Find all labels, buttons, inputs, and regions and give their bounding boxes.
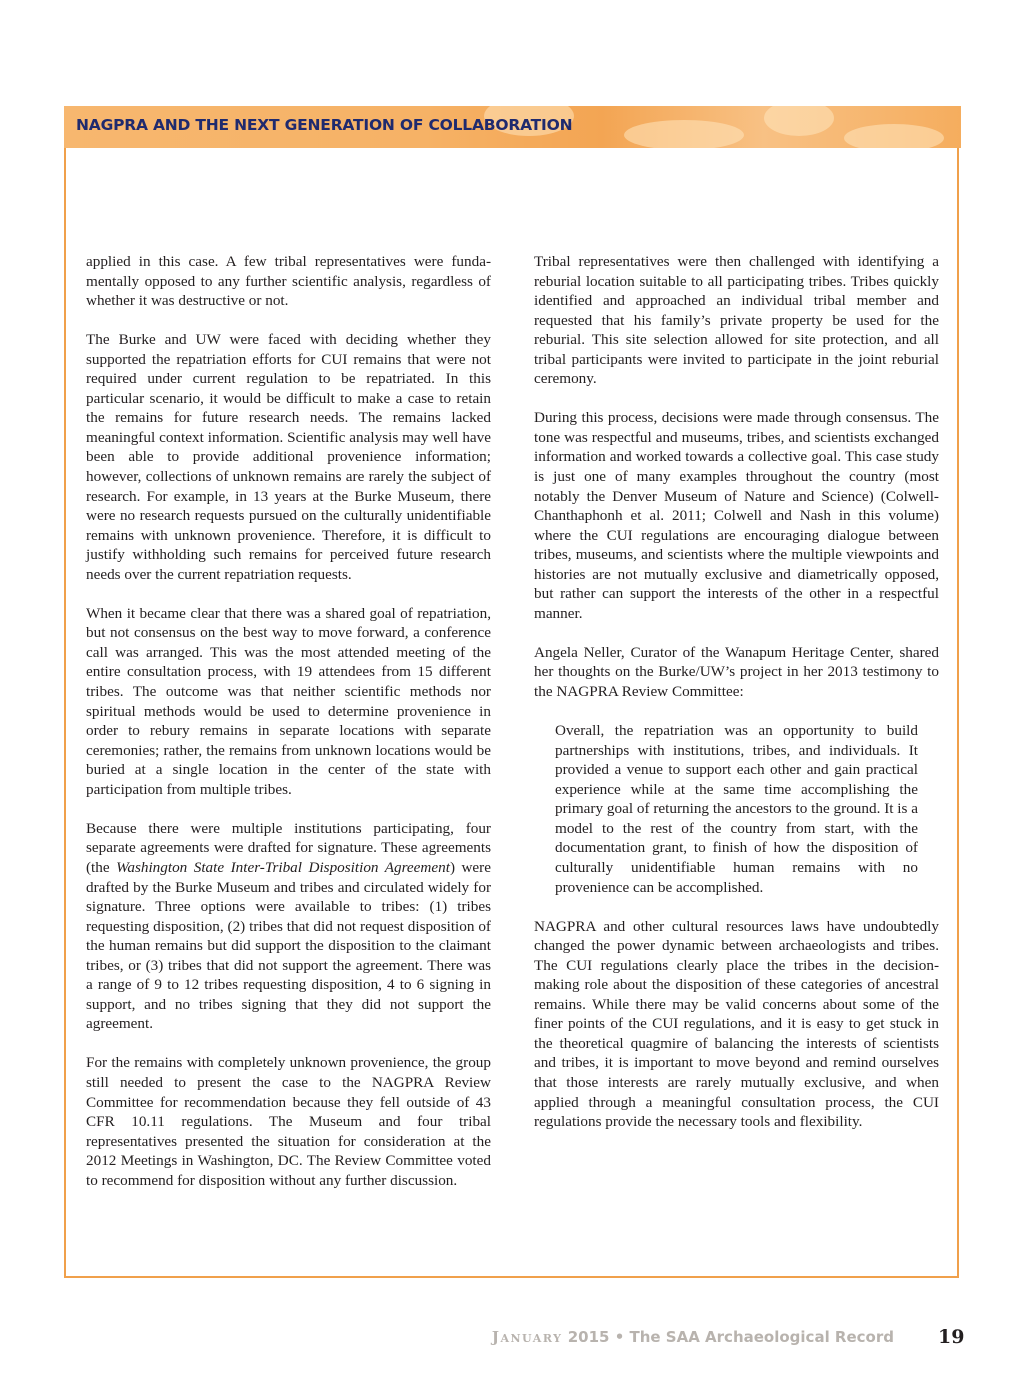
section-header-title: NAGPRA AND THE NEXT GENERATION OF COLLABORATION — [76, 116, 573, 134]
page-number: 19 — [938, 1326, 965, 1348]
journal-title: 2015 • The SAA Archaeological Record — [562, 1328, 894, 1346]
paragraph — [86, 819, 491, 1034]
block-quote: Overall, the repatriation was an opportunity to build partnerships with institutions, tribes, and individuals. It provided a venue to support each other and gain practical experience while at the same time accomplishing the primary goal of returning the ancestors to the ground. It is a model to the rest of the country from start, with the documentation grant, to finish of how the disposition of culturally unidentifiable human remains with no provenience can be accomplished. — [555, 722, 918, 896]
paragraph: For the remains with completely unknown provenience, the group still needed to present the case to the NAGPRA Review Committee for recommendation because they fell outside of 43 CFR 10.11 regulations. The Museum and four tribal representatives presented the situation for consideration at the 2012 Meetings in Washington, DC. The Review Committee voted to recommend for disposition without any further discussion. — [86, 1054, 491, 1189]
paragraph: During this process, decisions were made through consensus. The tone was respectful and museums, tribes, and scientists exchanged information and worked towards a collective goal. This case study is just one of many examples throughout the country (most notably the Denver Museum of Nature and Science) (Colwell-Chanthaphonh et al. 2011; Colwell and Nash in this volume) where the CUI regulations are encouraging dialogue between tribes, museums, and scientists where the multiple viewpoints and histories are not mutually exclusive and diametrically opposed, but rather can support the interests of the other in a respectful manner. — [534, 409, 939, 622]
issue-month: January — [491, 1328, 563, 1346]
section-header-banner — [64, 106, 961, 148]
paragraph: NAGPRA and other cultural resources laws have undoubtedly changed the power dynamic between archaeologists and tribes. The CUI regulations clearly place the tribes in the decision-making role about the disposition of these categories of ancestral remains. While there may be valid concerns about some of the finer points of the CUI regulations, and it is easy to get stuck in the theoretical quagmire of balancing the interests of scientists and tribes, it is important to move beyond and remind ourselves that those interests are rarely mutually exclusive, and when applied through a meaningful consultation process, the CUI regulations provide the necessary tools and flexibility. — [534, 917, 939, 1131]
paragraph-text: Because there were multiple institutions participating, four separate agreements were drafted for signature. These agreements (the — [86, 819, 491, 876]
journal-citation — [492, 1328, 894, 1346]
paragraph: Angela Neller, Curator of the Wanapum Heritage Center, shared her thoughts on the Burke/UW’s project in her 2013 testimony to the NAGPRA Review Committee: — [534, 643, 939, 701]
page-footer — [0, 1326, 960, 1352]
paragraph-text: ) were drafted by the Burke Museum and tribes and circulated widely for signature. Three options were available to tribes: (1) tribes requesting disposition, (2) tribes that did not request disposition of the human remains but did support the disposition to the claimant tribes, or (3) tribes that did not support the agreement. There was a range of 9 to 12 tribes requesting disposition, 4 to 6 signing in support, and no tribes signing that they did not support the agreement. — [86, 858, 491, 1033]
paragraph: When it became clear that there was a shared goal of repatriation, but not consensus on the best way to move forward, a conference call was arranged. This was the most attended meeting of the entire consultation process, with 19 attendees from 15 different tribes. The outcome was that neither scientific methods nor spiritual methods would be used to determine provenience in order to rebury remains in separate locations with separate ceremonies; rather, the remains from unknown locations would be buried at a single location in the center of the state with participation from multiple tribes. — [86, 604, 491, 798]
agreement-title: Washington State Inter-Tribal Disposition Agreement — [116, 858, 450, 876]
paragraph: applied in this case. A few tribal representatives were fundamentally opposed to any further scientific analysis, regardless of whether it was destructive or not. — [86, 253, 491, 310]
paragraph: The Burke and UW were faced with deciding whether they supported the repatriation efforts for CUI remains that were not required under current regulation to be repatriated. In this particular scenario, it would be difficult to make a case to retain the remains for future research needs. The remains lacked meaningful context information. Scientific analysis may well have been able to provide additional provenience information; however, collections of unknown remains are rarely the subject of research. For example, in 13 years at the Burke Museum, there were no research requests pursued on the culturally unidentifiable remains with unknown provenience. Therefore, it is difficult to justify withholding such remains for perceived future research needs over the current repatriation requests. — [86, 331, 491, 583]
paragraph: Tribal representatives were then challenged with identifying a reburial location suitable to all participating tribes. Tribes quickly identified and approached an individual tribal member and requested that his family’s private property be used for the reburial. This site selection allowed for site protection, and all tribal participants were invited to participate in the joint reburial ceremony. — [534, 253, 939, 388]
left-column — [86, 252, 491, 1190]
right-column — [534, 252, 939, 1132]
